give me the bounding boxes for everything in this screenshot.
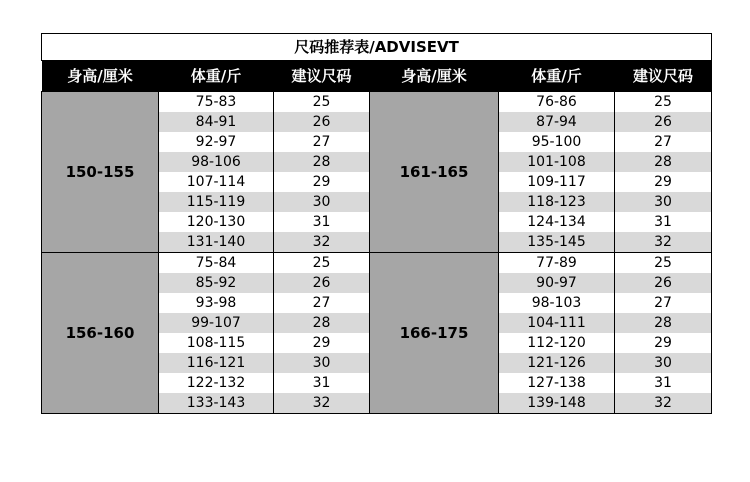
size-left: 27 [274, 132, 370, 152]
size-right: 26 [615, 273, 712, 293]
size-right: 30 [615, 353, 712, 373]
table-row [42, 92, 712, 112]
table-row [42, 252, 712, 273]
size-left: 28 [274, 152, 370, 172]
size-left: 28 [274, 313, 370, 333]
weight-range-left: 115-119 [159, 192, 274, 212]
weight-range-right: 90-97 [499, 273, 615, 293]
size-left: 30 [274, 192, 370, 212]
height-range-right: 166-175 [370, 252, 499, 413]
weight-range-right: 118-123 [499, 192, 615, 212]
size-right: 32 [615, 393, 712, 414]
weight-range-left: 120-130 [159, 212, 274, 232]
weight-range-right: 77-89 [499, 252, 615, 273]
size-left: 29 [274, 172, 370, 192]
size-right: 29 [615, 172, 712, 192]
weight-range-right: 121-126 [499, 353, 615, 373]
weight-range-left: 107-114 [159, 172, 274, 192]
weight-range-left: 75-84 [159, 252, 274, 273]
header-height-right: 身高/厘米 [370, 61, 499, 92]
weight-range-right: 95-100 [499, 132, 615, 152]
height-range-right: 161-165 [370, 92, 499, 253]
header-weight-right: 体重/斤 [499, 61, 615, 92]
weight-range-left: 133-143 [159, 393, 274, 414]
weight-range-right: 139-148 [499, 393, 615, 414]
size-right: 31 [615, 373, 712, 393]
size-recommendation-table [41, 33, 712, 414]
size-right: 26 [615, 112, 712, 132]
size-left: 27 [274, 293, 370, 313]
weight-range-left: 84-91 [159, 112, 274, 132]
size-right: 29 [615, 333, 712, 353]
size-left: 25 [274, 92, 370, 112]
header-weight-left: 体重/斤 [159, 61, 274, 92]
size-left: 29 [274, 333, 370, 353]
size-right: 32 [615, 232, 712, 253]
size-left: 26 [274, 112, 370, 132]
weight-range-right: 101-108 [499, 152, 615, 172]
weight-range-left: 122-132 [159, 373, 274, 393]
weight-range-left: 116-121 [159, 353, 274, 373]
size-right: 28 [615, 313, 712, 333]
size-right: 28 [615, 152, 712, 172]
size-right: 30 [615, 192, 712, 212]
weight-range-left: 75-83 [159, 92, 274, 112]
weight-range-left: 99-107 [159, 313, 274, 333]
size-left: 32 [274, 393, 370, 414]
weight-range-left: 85-92 [159, 273, 274, 293]
weight-range-left: 108-115 [159, 333, 274, 353]
size-right: 31 [615, 212, 712, 232]
size-right: 27 [615, 293, 712, 313]
weight-range-left: 131-140 [159, 232, 274, 253]
size-left: 25 [274, 252, 370, 273]
size-right: 27 [615, 132, 712, 152]
weight-range-right: 135-145 [499, 232, 615, 253]
size-left: 26 [274, 273, 370, 293]
table-title: 尺码推荐表/ADVISEVT [42, 34, 712, 61]
size-left: 31 [274, 373, 370, 393]
header-height-left: 身高/厘米 [42, 61, 159, 92]
size-left: 31 [274, 212, 370, 232]
weight-range-right: 124-134 [499, 212, 615, 232]
height-range-left: 150-155 [42, 92, 159, 253]
header-size-left: 建议尺码 [274, 61, 370, 92]
weight-range-right: 109-117 [499, 172, 615, 192]
size-right: 25 [615, 252, 712, 273]
size-left: 32 [274, 232, 370, 253]
height-range-left: 156-160 [42, 252, 159, 413]
weight-range-left: 92-97 [159, 132, 274, 152]
size-right: 25 [615, 92, 712, 112]
weight-range-right: 127-138 [499, 373, 615, 393]
weight-range-right: 87-94 [499, 112, 615, 132]
header-size-right: 建议尺码 [615, 61, 712, 92]
weight-range-right: 112-120 [499, 333, 615, 353]
weight-range-left: 93-98 [159, 293, 274, 313]
weight-range-right: 76-86 [499, 92, 615, 112]
size-left: 30 [274, 353, 370, 373]
weight-range-right: 104-111 [499, 313, 615, 333]
weight-range-left: 98-106 [159, 152, 274, 172]
weight-range-right: 98-103 [499, 293, 615, 313]
